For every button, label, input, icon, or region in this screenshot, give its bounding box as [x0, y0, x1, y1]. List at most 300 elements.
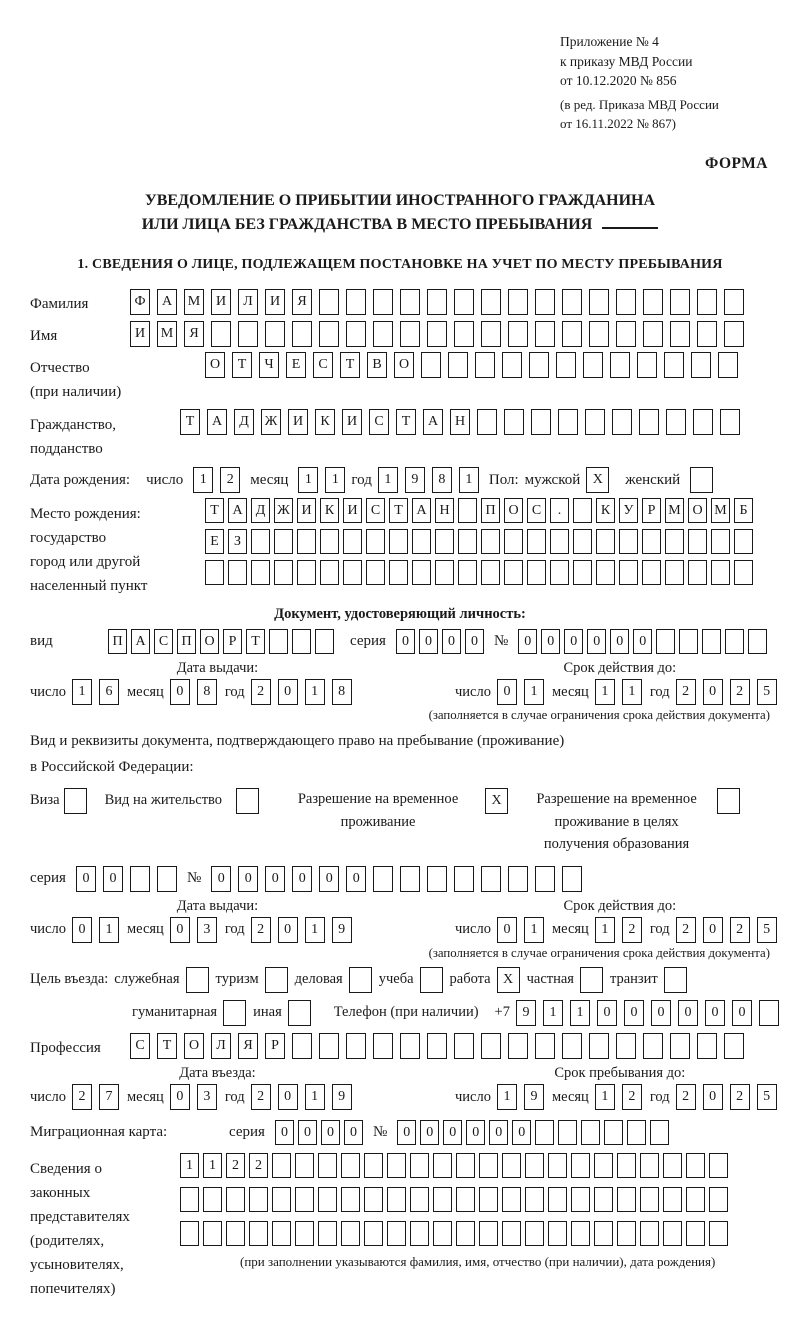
title-line-2: ИЛИ ЛИЦА БЕЗ ГРАЖДАНСТВА В МЕСТО ПРЕБЫВАНИЯ — [141, 216, 593, 234]
stay-month-cells — [595, 1084, 642, 1110]
form-cell — [759, 1000, 779, 1026]
form-cell — [502, 1221, 521, 1246]
form-cell — [686, 1153, 705, 1178]
form-cell: 0 — [278, 679, 298, 705]
form-cell: Т — [205, 498, 224, 523]
form-cell — [387, 1187, 406, 1212]
form-cell — [693, 409, 713, 435]
first-name-cells — [130, 321, 744, 347]
form-cell — [531, 409, 551, 435]
series-label: серия — [229, 1124, 265, 1141]
form-cell: 0 — [76, 866, 96, 892]
form-cell — [186, 967, 209, 993]
profession-label: Профессия — [30, 1039, 101, 1056]
form-cell: 0 — [419, 629, 438, 654]
form-cell — [458, 498, 477, 523]
form-cell — [679, 629, 698, 654]
form-cell: И — [288, 409, 308, 435]
form-cell: 0 — [497, 679, 517, 705]
form-cell: 7 — [99, 1084, 119, 1110]
form-cell: 0 — [278, 917, 298, 943]
form-cell: 0 — [396, 629, 415, 654]
form-cell — [666, 409, 686, 435]
header-line: от 16.11.2022 № 867) — [560, 115, 677, 131]
form-cell — [412, 529, 431, 554]
form-cell: 8 — [432, 467, 452, 493]
form-cell — [709, 1221, 728, 1246]
form-cell: 0 — [298, 1120, 317, 1145]
form-cell — [479, 1187, 498, 1212]
form-cell: 0 — [278, 1084, 298, 1110]
issue-date-row — [30, 917, 405, 943]
form-cell: 9 — [332, 1084, 352, 1110]
patronymic-row — [30, 352, 770, 404]
form-cell — [665, 560, 684, 585]
valid-date-heading: Срок действия до: — [563, 660, 677, 677]
form-cell — [640, 1153, 659, 1178]
citizenship-label — [30, 409, 180, 461]
identity-doc-row — [30, 629, 770, 654]
form-cell — [548, 1187, 567, 1212]
form-cell: 2 — [249, 1153, 268, 1178]
form-cell — [502, 1187, 521, 1212]
form-cell: 1 — [325, 467, 345, 493]
form-cell: 0 — [624, 1000, 644, 1026]
form-cell — [157, 866, 177, 892]
number-label: № — [493, 633, 509, 650]
issue-date-heading: Дата выдачи: — [176, 897, 259, 914]
birth-date-label: Дата рождения: — [30, 471, 131, 488]
form-cell — [389, 560, 408, 585]
form-cell — [670, 321, 690, 347]
form-cell — [421, 352, 441, 378]
form-cell — [508, 289, 528, 315]
form-cell — [249, 1187, 268, 1212]
series-label: серия — [30, 870, 66, 887]
form-cell: О — [688, 498, 707, 523]
year-label: год — [649, 921, 670, 938]
form-cell: А — [131, 629, 150, 654]
form-cell — [664, 967, 687, 993]
form-cell — [535, 321, 555, 347]
form-cell — [525, 1153, 544, 1178]
patronymic-cells — [205, 352, 738, 378]
form-cell: П — [177, 629, 196, 654]
form-cell — [664, 352, 684, 378]
residence-permit-checkbox — [236, 788, 259, 814]
stay-day-cells — [497, 1084, 544, 1110]
form-cell — [581, 1120, 600, 1145]
form-cell: Д — [251, 498, 270, 523]
form-cell — [748, 629, 767, 654]
form-cell — [663, 1221, 682, 1246]
form-cell — [203, 1187, 222, 1212]
form-cell — [433, 1221, 452, 1246]
form-cell — [550, 529, 569, 554]
form-cell — [711, 529, 730, 554]
stay-year-cells — [676, 1084, 777, 1110]
form-cell: А — [412, 498, 431, 523]
form-cell: 0 — [466, 1120, 485, 1145]
form-cell — [238, 321, 258, 347]
profession-cells — [130, 1033, 744, 1059]
legal-representatives-block — [30, 1153, 770, 1301]
form-cell — [589, 321, 609, 347]
month-label: месяц — [126, 921, 164, 938]
surname-cells — [130, 289, 744, 315]
form-cell: 2 — [251, 679, 271, 705]
form-cell — [734, 560, 753, 585]
number-label: № — [372, 1124, 388, 1141]
form-cell: 1 — [193, 467, 213, 493]
form-cell — [272, 1153, 291, 1178]
form-cell — [456, 1221, 475, 1246]
header-line: (в ред. Приказа МВД России — [560, 96, 719, 112]
form-cell: Ф — [130, 289, 150, 315]
form-cell: 1 — [305, 917, 325, 943]
birth-place-label-line: Место рождения: — [30, 506, 141, 523]
form-cell: 0 — [610, 629, 629, 654]
identity-valid-month-cells — [595, 679, 642, 705]
residence-issue-day-cells — [72, 917, 119, 943]
form-cell: X — [497, 967, 520, 993]
form-cell — [562, 321, 582, 347]
form-cell — [663, 1153, 682, 1178]
form-cell — [341, 1221, 360, 1246]
residence-valid-month-cells — [595, 917, 642, 943]
purpose-official-label: служебная — [114, 971, 180, 988]
valid-date-row — [455, 917, 785, 943]
entry-year-cells — [251, 1084, 352, 1110]
month-label: месяц — [551, 683, 589, 700]
form-cell — [292, 629, 311, 654]
form-cell: А — [423, 409, 443, 435]
form-cell — [619, 529, 638, 554]
form-cell — [456, 1187, 475, 1212]
purpose-study-checkbox — [420, 967, 443, 993]
form-cell — [594, 1187, 613, 1212]
form-cell: 1 — [595, 917, 615, 943]
form-cell: С — [313, 352, 333, 378]
form-cell: Я — [184, 321, 204, 347]
form-cell — [454, 1033, 474, 1059]
form-cell — [548, 1221, 567, 1246]
form-cell — [318, 1221, 337, 1246]
identity-valid-group — [455, 660, 785, 705]
entry-date-group — [30, 1065, 405, 1110]
month-label: месяц — [126, 1088, 164, 1105]
form-cell — [373, 1033, 393, 1059]
form-cell — [373, 289, 393, 315]
identity-doc-series-cells — [396, 629, 484, 654]
form-cell: И — [265, 289, 285, 315]
purpose-tourism-label: туризм — [215, 971, 259, 988]
form-cell: 0 — [265, 866, 285, 892]
document-title — [30, 189, 770, 237]
form-cell: 1 — [378, 467, 398, 493]
identity-doc-heading: Документ, удостоверяющий личность: — [274, 606, 526, 623]
legal-representatives-label-line: (родителях, — [30, 1233, 105, 1250]
form-cell — [508, 1033, 528, 1059]
form-cell: 0 — [703, 1084, 723, 1110]
form-cell: Н — [435, 498, 454, 523]
form-cell — [410, 1187, 429, 1212]
purpose-humanitarian-checkbox — [223, 1000, 246, 1026]
form-cell — [481, 289, 501, 315]
form-cell: 0 — [238, 866, 258, 892]
title-blank-underline — [602, 214, 658, 229]
form-cell: 1 — [99, 917, 119, 943]
form-cell — [616, 1033, 636, 1059]
residence-valid-group — [455, 898, 785, 943]
migration-card-label: Миграционная карта: — [30, 1124, 168, 1141]
title-line-1: УВЕДОМЛЕНИЕ О ПРИБЫТИИ ИНОСТРАННОГО ГРАЖДАНИНА — [144, 192, 656, 210]
form-cell: 1 — [180, 1153, 199, 1178]
identity-doc-number-cells — [518, 629, 767, 654]
form-cell — [717, 788, 740, 814]
purpose-transit-checkbox — [664, 967, 687, 993]
year-label: год — [649, 1088, 670, 1105]
form-cell — [604, 1120, 623, 1145]
form-cell — [558, 1120, 577, 1145]
form-cell — [420, 967, 443, 993]
form-cell — [205, 560, 224, 585]
birth-date-row — [30, 467, 770, 493]
header-line: от 10.12.2020 № 856 — [560, 73, 677, 89]
form-cell: 8 — [197, 679, 217, 705]
form-cell — [297, 529, 316, 554]
form-cell — [400, 289, 420, 315]
form-cell — [571, 1221, 590, 1246]
series-label: серия — [350, 633, 386, 650]
form-cell: И — [343, 498, 362, 523]
form-cell: 0 — [420, 1120, 439, 1145]
first-name-label: Имя — [30, 327, 58, 344]
form-cell: Е — [205, 529, 224, 554]
form-cell — [610, 352, 630, 378]
birth-place-block — [30, 498, 770, 598]
form-cell — [274, 529, 293, 554]
profession-row — [30, 1033, 770, 1060]
form-cell: 0 — [541, 629, 560, 654]
form-cell — [226, 1221, 245, 1246]
form-cell: Т — [246, 629, 265, 654]
form-cell — [292, 321, 312, 347]
form-cell — [295, 1153, 314, 1178]
identity-valid-note: (заполняется в случае ограничения срока действия документа) — [428, 708, 770, 723]
document-header — [560, 32, 770, 133]
form-cell — [458, 529, 477, 554]
residence-issue-month-cells — [170, 917, 217, 943]
year-label: год — [224, 921, 245, 938]
legal-representatives-cells-row2 — [180, 1187, 728, 1212]
form-cell: 0 — [597, 1000, 617, 1026]
form-cell — [686, 1187, 705, 1212]
form-cell — [364, 1221, 383, 1246]
form-cell — [556, 352, 576, 378]
form-cell: И — [211, 289, 231, 315]
form-cell — [475, 352, 495, 378]
form-cell — [616, 289, 636, 315]
purpose-private-checkbox — [580, 967, 603, 993]
form-cell: 2 — [251, 917, 271, 943]
form-cell: У — [619, 498, 638, 523]
form-cell: 0 — [211, 866, 231, 892]
form-cell — [583, 352, 603, 378]
gender-female-label: женский — [625, 471, 681, 488]
form-cell — [228, 560, 247, 585]
form-cell: В — [367, 352, 387, 378]
citizenship-label-line: Гражданство, — [30, 417, 117, 434]
form-cell: Н — [450, 409, 470, 435]
form-cell — [481, 321, 501, 347]
form-cell — [481, 529, 500, 554]
form-cell — [364, 1153, 383, 1178]
purpose-business-label: деловая — [294, 971, 343, 988]
form-cell — [711, 560, 730, 585]
form-cell: 0 — [346, 866, 366, 892]
form-cell — [562, 1033, 582, 1059]
form-cell: 0 — [170, 917, 190, 943]
form-cell: 2 — [220, 467, 240, 493]
form-cell: 9 — [516, 1000, 536, 1026]
form-cell: 9 — [524, 1084, 544, 1110]
patronymic-label-line: Отчество — [30, 360, 90, 377]
form-cell — [640, 1187, 659, 1212]
valid-date-row — [455, 679, 785, 705]
form-cell: К — [596, 498, 615, 523]
gender-male-checkbox — [586, 467, 609, 493]
form-cell: Т — [232, 352, 252, 378]
residence-issue-year-cells — [251, 917, 352, 943]
form-cell — [400, 321, 420, 347]
form-cell: 1 — [543, 1000, 563, 1026]
form-cell — [295, 1187, 314, 1212]
form-cell: 0 — [651, 1000, 671, 1026]
birth-day-cells — [193, 467, 240, 493]
residence-valid-day-cells — [497, 917, 544, 943]
form-cell: 9 — [332, 917, 352, 943]
day-label: число — [455, 921, 491, 938]
form-cell — [688, 529, 707, 554]
form-cell — [550, 560, 569, 585]
form-cell: О — [504, 498, 523, 523]
form-cell: 0 — [518, 629, 537, 654]
form-cell — [251, 529, 270, 554]
form-cell: Л — [211, 1033, 231, 1059]
form-cell: 0 — [103, 866, 123, 892]
residence-doc-dates — [30, 898, 770, 943]
form-cell: А — [157, 289, 177, 315]
form-cell — [427, 866, 447, 892]
form-cell: 2 — [226, 1153, 245, 1178]
form-cell — [427, 289, 447, 315]
form-cell — [448, 352, 468, 378]
form-cell — [670, 1033, 690, 1059]
legal-representatives-note: (при заполнении указываются фамилия, имя, отчество (при наличии), дата рождения) — [240, 1254, 716, 1270]
form-cell — [617, 1153, 636, 1178]
form-cell — [292, 1033, 312, 1059]
form-cell — [226, 1187, 245, 1212]
form-cell — [562, 289, 582, 315]
form-cell — [640, 1221, 659, 1246]
legal-representatives-label — [30, 1153, 180, 1301]
form-cell — [643, 289, 663, 315]
form-cell: Т — [396, 409, 416, 435]
form-cell — [734, 529, 753, 554]
form-cell — [180, 1187, 199, 1212]
form-cell — [274, 560, 293, 585]
form-cell — [508, 866, 528, 892]
form-cell: Ж — [261, 409, 281, 435]
form-cell — [642, 529, 661, 554]
residence-doc-number-cells — [211, 866, 582, 892]
form-cell: 1 — [622, 679, 642, 705]
form-cell — [410, 1221, 429, 1246]
form-cell — [535, 1120, 554, 1145]
entry-date-heading: Дата въезда: — [179, 1065, 256, 1082]
month-label: месяц — [250, 471, 289, 488]
form-cell: Ч — [259, 352, 279, 378]
valid-date-heading: Срок действия до: — [563, 897, 677, 914]
legal-representatives-label-line: законных — [30, 1185, 91, 1202]
birth-place-cells-row3 — [205, 560, 753, 585]
visit-purpose-row-1 — [30, 967, 770, 993]
residence-doc-intro-1: Вид и реквизиты документа, подтверждающего право на пребывание (проживание) — [30, 733, 565, 750]
residence-valid-year-cells — [676, 917, 777, 943]
form-cell — [400, 866, 420, 892]
header-line: Приложение № 4 — [560, 34, 659, 49]
temp-residence-education-option — [524, 788, 740, 855]
form-cell — [341, 1153, 360, 1178]
form-cell: 2 — [72, 1084, 92, 1110]
form-cell: Д — [234, 409, 254, 435]
patronymic-label-line: (при наличии) — [30, 384, 122, 401]
form-cell: З — [228, 529, 247, 554]
form-cell — [724, 321, 744, 347]
form-cell: 5 — [757, 917, 777, 943]
form-cell — [670, 289, 690, 315]
form-cell — [502, 1153, 521, 1178]
form-cell — [508, 321, 528, 347]
form-cell — [525, 1187, 544, 1212]
gender-female-checkbox — [690, 467, 713, 493]
issue-date-row — [30, 679, 405, 705]
birth-month-cells — [298, 467, 345, 493]
form-cell — [373, 866, 393, 892]
form-cell — [596, 529, 615, 554]
residence-issue-group — [30, 898, 405, 943]
form-cell: 1 — [595, 679, 615, 705]
form-cell — [366, 560, 385, 585]
form-cell: М — [665, 498, 684, 523]
form-cell — [571, 1153, 590, 1178]
form-cell — [535, 1033, 555, 1059]
form-cell — [249, 1221, 268, 1246]
phone-label: Телефон (при наличии) — [333, 1004, 479, 1021]
form-cell: 0 — [465, 629, 484, 654]
birth-place-label-line: населенный пункт — [30, 578, 148, 595]
purpose-official-checkbox — [186, 967, 209, 993]
legal-representatives-right — [180, 1153, 728, 1270]
form-cell: П — [481, 498, 500, 523]
purpose-study-label: учеба — [378, 971, 414, 988]
legal-representatives-label-line: усыновителях, — [30, 1257, 124, 1274]
residence-doc-options — [30, 788, 770, 855]
form-cell: С — [369, 409, 389, 435]
form-cell: Е — [286, 352, 306, 378]
purpose-transit-label: транзит — [609, 971, 658, 988]
